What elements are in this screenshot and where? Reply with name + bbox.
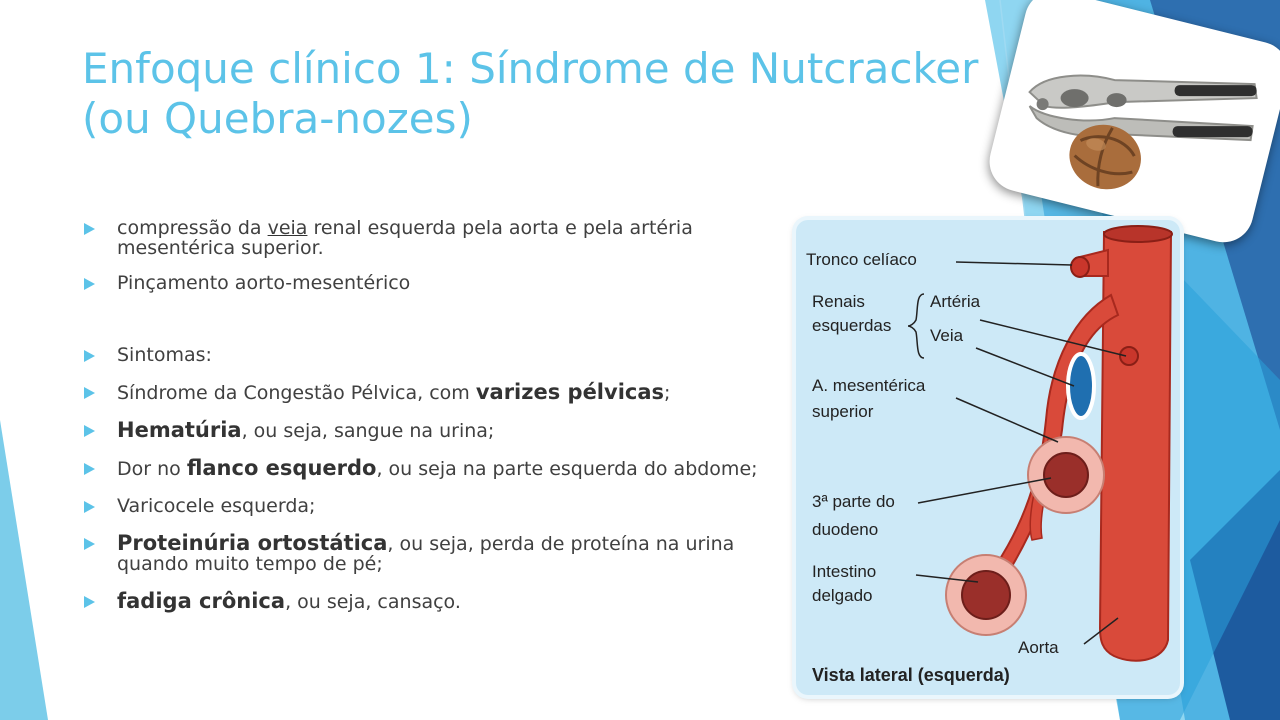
bold-term: Hematúria — [117, 418, 242, 442]
bullet-text: , ou seja, sangue na urina; — [241, 420, 495, 442]
bullet-item — [84, 218, 804, 258]
label-superior: superior — [812, 402, 874, 421]
label-renais: Renais — [812, 292, 865, 311]
bullet-arrow-icon — [84, 223, 95, 235]
label-mesenterica: A. mesentérica — [812, 376, 926, 395]
bullet-item — [84, 382, 804, 403]
bullet-text: Pinçamento aorto-mesentérico — [117, 272, 411, 294]
underlined-word: veia — [267, 217, 308, 239]
left-triangle-decoration — [0, 420, 48, 720]
label-intestino: Intestino — [812, 562, 877, 581]
bold-term: flanco esquerdo — [186, 456, 377, 480]
small-intestine-lumen — [962, 571, 1010, 619]
left-renal-vein — [1068, 354, 1094, 418]
bullet-text: Varicocele esquerda; — [117, 495, 316, 517]
label-duodeno-1: 3ª parte do — [812, 492, 895, 511]
bullet-item — [84, 273, 804, 293]
bullet-item — [84, 533, 804, 574]
label-duodeno-2: duodeno — [812, 520, 879, 539]
bullet-item — [84, 496, 804, 516]
label-delgado: delgado — [812, 586, 873, 605]
bullet-arrow-icon — [84, 596, 95, 608]
bullet-text: compressão da — [117, 217, 268, 239]
bullet-item — [84, 420, 804, 441]
bullet-text: renal esquerda pela aorta e pela artéria mesentérica superior. — [117, 217, 693, 259]
bullet-text: Sintomas: — [117, 344, 212, 366]
bullet-text: , ou seja na parte esquerda do abdome; — [376, 458, 758, 480]
title-line-1: Enfoque clínico 1: Síndrome de Nutcracker — [82, 44, 979, 93]
diagram-caption: Vista lateral (esquerda) — [812, 665, 1010, 685]
bullet-arrow-icon — [84, 350, 95, 362]
bullet-arrow-icon — [84, 425, 95, 437]
bullet-arrow-icon — [84, 463, 95, 475]
bullet-list — [84, 218, 804, 612]
nutcracker-tool-icon — [1030, 76, 1257, 140]
bullet-arrow-icon — [84, 278, 95, 290]
bullet-text: , ou seja, perda de proteína na urina quando muito tempo de pé; — [117, 533, 735, 575]
bullet-arrow-icon — [84, 501, 95, 513]
label-arteria: Artéria — [930, 292, 981, 311]
label-esquerdas: esquerdas — [812, 316, 892, 335]
anatomy-diagram — [796, 220, 1180, 695]
bullet-item — [84, 345, 804, 365]
bullet-item — [84, 458, 804, 479]
aorta-opening — [1104, 226, 1172, 242]
bullet-arrow-icon — [84, 387, 95, 399]
bullet-text: ; — [664, 382, 671, 404]
bullet-item — [84, 591, 804, 612]
label-aorta: Aorta — [1018, 638, 1059, 657]
label-tronco-celiaco: Tronco celíaco — [806, 250, 917, 269]
bullet-text: , ou seja, cansaço. — [285, 591, 461, 613]
brace-icon — [908, 294, 924, 358]
duodenum-lumen — [1044, 453, 1088, 497]
title-line-2: (ou Quebra-nozes) — [82, 94, 473, 143]
label-veia: Veia — [930, 326, 964, 345]
left-renal-artery — [1120, 347, 1138, 365]
bold-term: varizes pélvicas — [475, 380, 665, 404]
slide-title — [82, 44, 1012, 144]
bullet-arrow-icon — [84, 538, 95, 550]
bold-term: fadiga crônica — [117, 589, 286, 613]
bullet-text: Síndrome da Congestão Pélvica, com — [117, 382, 476, 404]
celiac-trunk-opening — [1071, 257, 1089, 277]
bold-term: Proteinúria ortostática — [117, 531, 388, 555]
bullet-text: Dor no — [117, 458, 187, 480]
